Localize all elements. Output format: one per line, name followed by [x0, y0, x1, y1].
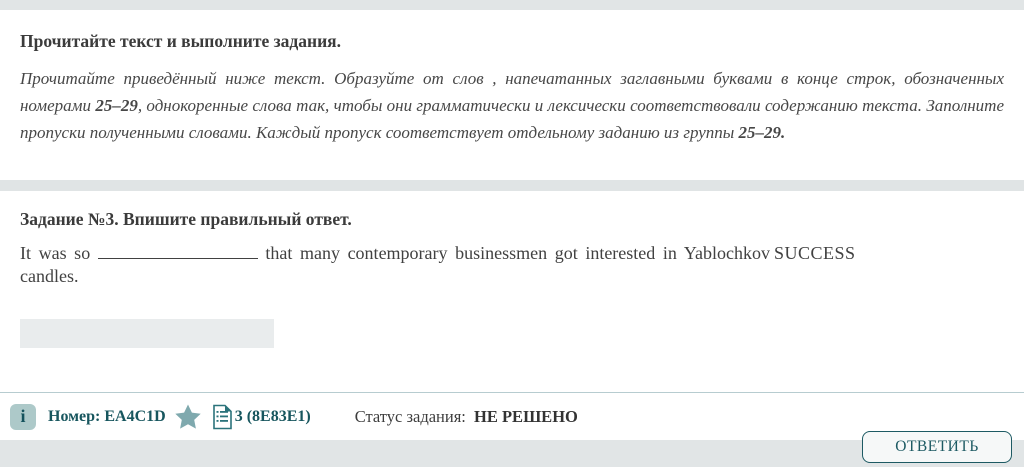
instructions-part1: Прочитайте приведённый ниже текст. Образуйте от слов , напечатанных заглавными буквами в конце строк, обозначенных номерами	[20, 69, 1004, 115]
intro-heading: Прочитайте текст и выполните задания.	[20, 31, 342, 51]
sentence-after-blank: that many contemporary businessmen got interested in Yablochkov candles.	[20, 243, 770, 286]
instructions-range-2: 25–29.	[738, 123, 786, 142]
task-sentence	[20, 242, 770, 287]
attachment-label: 3 (8E83E1)	[234, 407, 311, 425]
info-icon[interactable]	[10, 404, 36, 430]
section-divider	[0, 180, 1024, 191]
document-icon	[212, 404, 233, 430]
intro-section	[0, 10, 1024, 180]
task-heading: Задание №3. Впишите правильный ответ.	[20, 209, 352, 229]
status-value: НЕ РЕШЕНО	[474, 406, 578, 426]
answer-button[interactable]: ОТВЕТИТЬ	[862, 431, 1012, 463]
status-group	[355, 407, 578, 427]
instructions-range-1: 25–29	[95, 96, 138, 115]
top-strip	[0, 0, 1024, 10]
task-section	[0, 191, 1024, 392]
answer-blank-line	[98, 245, 258, 259]
answer-input[interactable]	[20, 319, 274, 348]
favorite-star-icon[interactable]	[174, 403, 202, 430]
intro-instructions	[20, 65, 1004, 146]
task-sentence-row	[20, 242, 1004, 287]
task-number-link[interactable]: Номер: EA4C1D	[48, 407, 166, 425]
status-label: Статус задания:	[354, 406, 466, 426]
sentence-before-blank: It was so	[20, 243, 98, 263]
info-icon-glyph: i	[20, 406, 26, 426]
task-word: SUCCESS	[774, 243, 856, 263]
attachment-link[interactable]	[212, 404, 311, 430]
bottom-area	[0, 392, 1024, 467]
instructions-part2: , однокоренные слова так, чтобы они грамматически и лексически соответствовали содержанию текста. Заполните пропуски полученными словами. Каждый пропуск соответствует отдельному заданию из группы	[20, 96, 1004, 142]
